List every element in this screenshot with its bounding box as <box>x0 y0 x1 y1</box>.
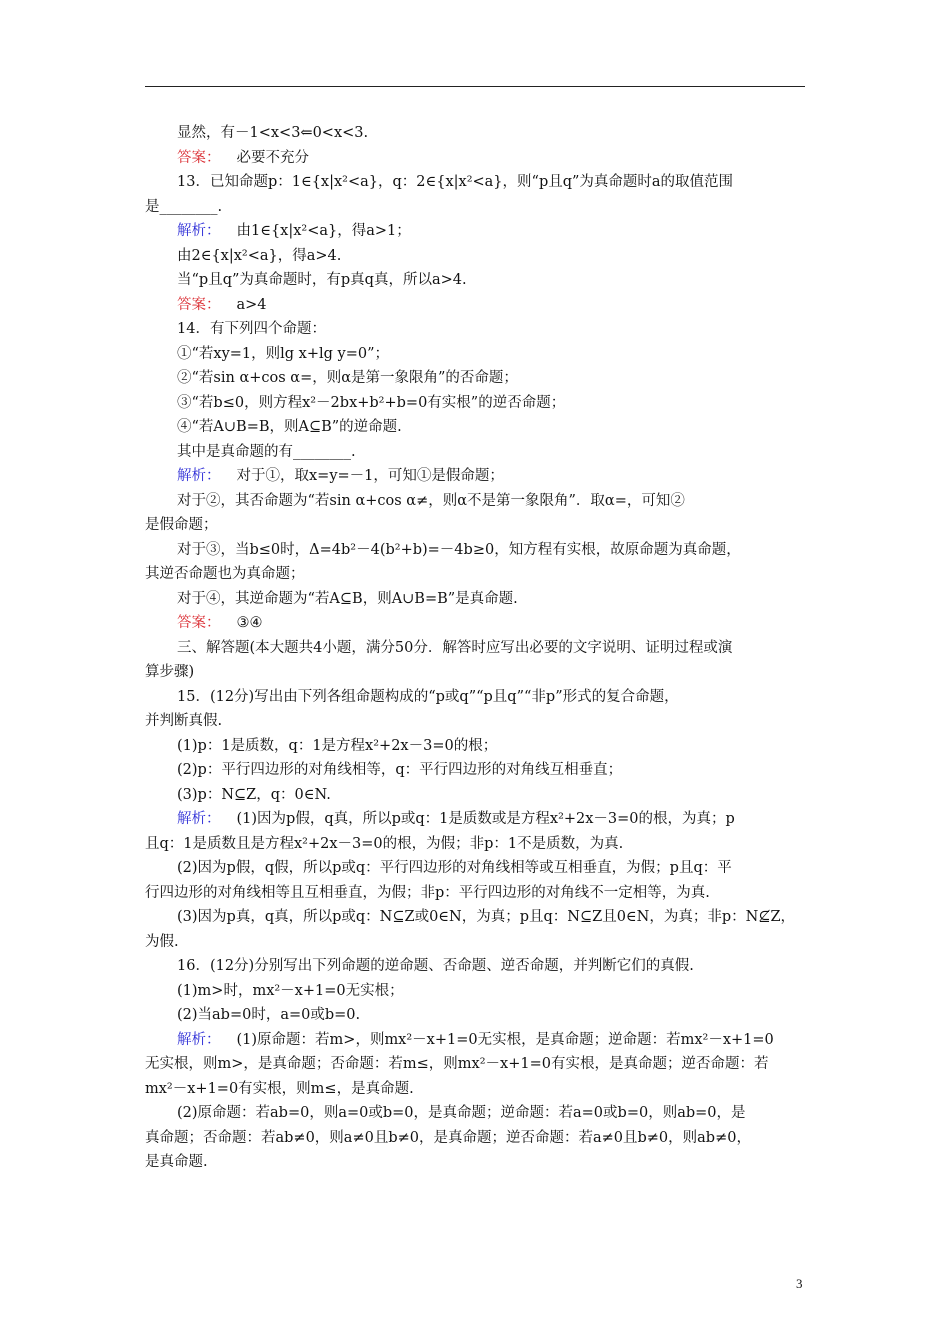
text-line <box>145 538 807 563</box>
text-line <box>145 464 807 489</box>
line-text: 且q：1是质数且是方程x²+2x－3=0的根，为假；非p：1不是质数，为真. <box>145 835 624 852</box>
line-text: 真命题；否命题：若ab≠0，则a≠0且b≠0，是真命题；逆否命题：若a≠0且b≠0，则ab≠0， <box>145 1129 751 1146</box>
line-text: ④“若A∪B=B，则A⊆B”的逆命题. <box>177 419 402 435</box>
text-line <box>145 685 807 710</box>
line-text: 14．有下列四个命题： <box>177 321 326 337</box>
line-text: 15．(12分)写出由下列各组命题构成的“p或q”“p且q”“非p”形式的复合命题， <box>177 688 679 705</box>
analysis-label: 解析： <box>177 223 221 239</box>
text-line <box>145 440 807 465</box>
line-text: (2)原命题：若ab=0，则a=0或b=0，是真命题；逆命题：若a=0或b=0，则ab=0，是 <box>177 1105 746 1121</box>
text-line <box>145 758 807 783</box>
answer-label: 答案： <box>177 615 221 631</box>
line-text: 必要不充分 <box>236 149 309 166</box>
line-text: 其中是真命题的有________. <box>177 443 356 460</box>
line-text: 行四边形的对角线相等且互相垂直，为假；非p：平行四边形的对角线不一定相等，为真. <box>145 884 710 901</box>
line-text: 16．(12分)分别写出下列命题的逆命题、否命题、逆否命题，并判断它们的真假. <box>177 958 694 974</box>
line-text: 显然，有－1<x<3⇐0<x<3. <box>177 125 369 141</box>
text-line <box>145 1126 807 1151</box>
line-text: (1)原命题：若m>，则mx²－x+1=0无实根，是真命题；逆命题：若mx²－x+1=0 <box>236 1031 774 1048</box>
line-text: ③“若b≤0，则方程x²－2bx+b²+b=0有实根”的逆否命题； <box>177 394 566 411</box>
line-text: 三、解答题(本大题共4小题，满分50分．解答时应写出必要的文字说明、证明过程或演 <box>177 639 733 656</box>
text-line <box>145 856 807 881</box>
line-text: 其逆否命题也为真命题； <box>145 566 305 582</box>
text-line <box>145 244 807 269</box>
line-text: 由2∈{x|x²<a}，得a>4. <box>177 247 342 264</box>
line-text: 并判断真假. <box>145 713 223 729</box>
text-line <box>145 734 807 759</box>
line-text: 是真命题. <box>145 1154 208 1170</box>
text-line <box>145 562 807 587</box>
line-text: 算步骤) <box>145 664 195 680</box>
text-line <box>145 1003 807 1028</box>
text-line <box>145 1028 807 1053</box>
text-line <box>145 391 807 416</box>
line-text: (1)因为p假，q真，所以p或q：1是质数或是方程x²+2x－3=0的根，为真；p <box>236 811 735 827</box>
header-rule <box>145 86 805 87</box>
text-line <box>145 881 807 906</box>
text-line <box>145 660 807 685</box>
line-text: (2)p：平行四边形的对角线相等，q：平行四边形的对角线互相垂直； <box>177 762 623 778</box>
page-number: 3 <box>796 1276 803 1291</box>
line-text: 当“p且q”为真命题时，有p真q真，所以a>4. <box>177 272 467 288</box>
text-line <box>145 489 807 514</box>
text-line <box>145 366 807 391</box>
line-text: ①“若xy=1，则lg x+lg y=0”； <box>177 345 390 362</box>
line-text: (1)m>时，mx²－x+1=0无实根； <box>177 982 404 999</box>
line-text: 对于①，取x=y=－1，可知①是假命题； <box>236 468 504 484</box>
text-line <box>145 905 807 930</box>
text-line <box>145 611 807 636</box>
text-line <box>145 293 807 318</box>
text-line <box>145 587 807 612</box>
text-line <box>145 146 807 171</box>
text-line <box>145 195 807 220</box>
line-text: 对于④，其逆命题为“若A⊆B，则A∪B=B”是真命题. <box>177 590 518 607</box>
line-text: 对于③，当b≤0时，Δ=4b²－4(b²+b)=－4b≥0，知方程有实根，故原命题为真命题， <box>177 541 741 558</box>
text-line <box>145 636 807 661</box>
text-line <box>145 1150 807 1175</box>
text-line <box>145 121 807 146</box>
line-text: (3)p：N⊆Z，q：0∈N. <box>177 786 331 803</box>
text-line <box>145 783 807 808</box>
text-line <box>145 807 807 832</box>
line-text: ②“若sin α+cos α=，则α是第一象限角”的否命题； <box>177 370 518 386</box>
line-text: 13．已知命题p：1∈{x|x²<a}，q：2∈{x|x²<a}，则“p且q”为真命题时a的取值范围 <box>177 174 734 190</box>
text-line <box>145 219 807 244</box>
answer-label: 答案： <box>177 149 221 166</box>
answer-label: 答案： <box>177 296 221 313</box>
line-text: 为假. <box>145 933 179 950</box>
text-line <box>145 979 807 1004</box>
line-text: 无实根，则m>，是真命题；否命题：若m≤，则mx²－x+1=0有实根，是真命题；逆否命题：若 <box>145 1056 769 1072</box>
analysis-label: 解析： <box>177 468 221 484</box>
line-text: (3)因为p真，q真，所以p或q：N⊆Z或0∈N，为真；p且q：N⊆Z且0∈N，为真；非p：N⊈Z， <box>177 909 796 925</box>
text-line <box>145 1077 807 1102</box>
analysis-label: 解析： <box>177 811 221 827</box>
text-line <box>145 317 807 342</box>
text-line <box>145 342 807 367</box>
line-text: (2)因为p假，q假，所以p或q：平行四边形的对角线相等或互相垂直，为假；p且q：平 <box>177 860 732 876</box>
line-text: 对于②，其否命题为“若sin α+cos α≠，则α不是第一象限角”．取α=，可知② <box>177 492 685 509</box>
text-line <box>145 954 807 979</box>
text-line <box>145 415 807 440</box>
text-line <box>145 930 807 955</box>
text-line <box>145 709 807 734</box>
text-line <box>145 268 807 293</box>
text-line <box>145 513 807 538</box>
line-text: a>4 <box>236 296 267 313</box>
line-text: mx²－x+1=0有实根，则m≤，是真命题. <box>145 1080 414 1097</box>
line-text: (1)p：1是质数，q：1是方程x²+2x－3=0的根； <box>177 737 498 754</box>
line-text: 由1∈{x|x²<a}，得a>1； <box>236 223 411 239</box>
text-line <box>145 1101 807 1126</box>
line-text: 是假命题； <box>145 517 218 533</box>
text-line <box>145 832 807 857</box>
line-text: 是________. <box>145 198 223 215</box>
line-text: ③④ <box>236 615 263 631</box>
text-line <box>145 170 807 195</box>
analysis-label: 解析： <box>177 1031 221 1048</box>
text-line <box>145 1052 807 1077</box>
page-content <box>145 121 807 1175</box>
line-text: (2)当ab=0时，a=0或b=0. <box>177 1007 361 1023</box>
